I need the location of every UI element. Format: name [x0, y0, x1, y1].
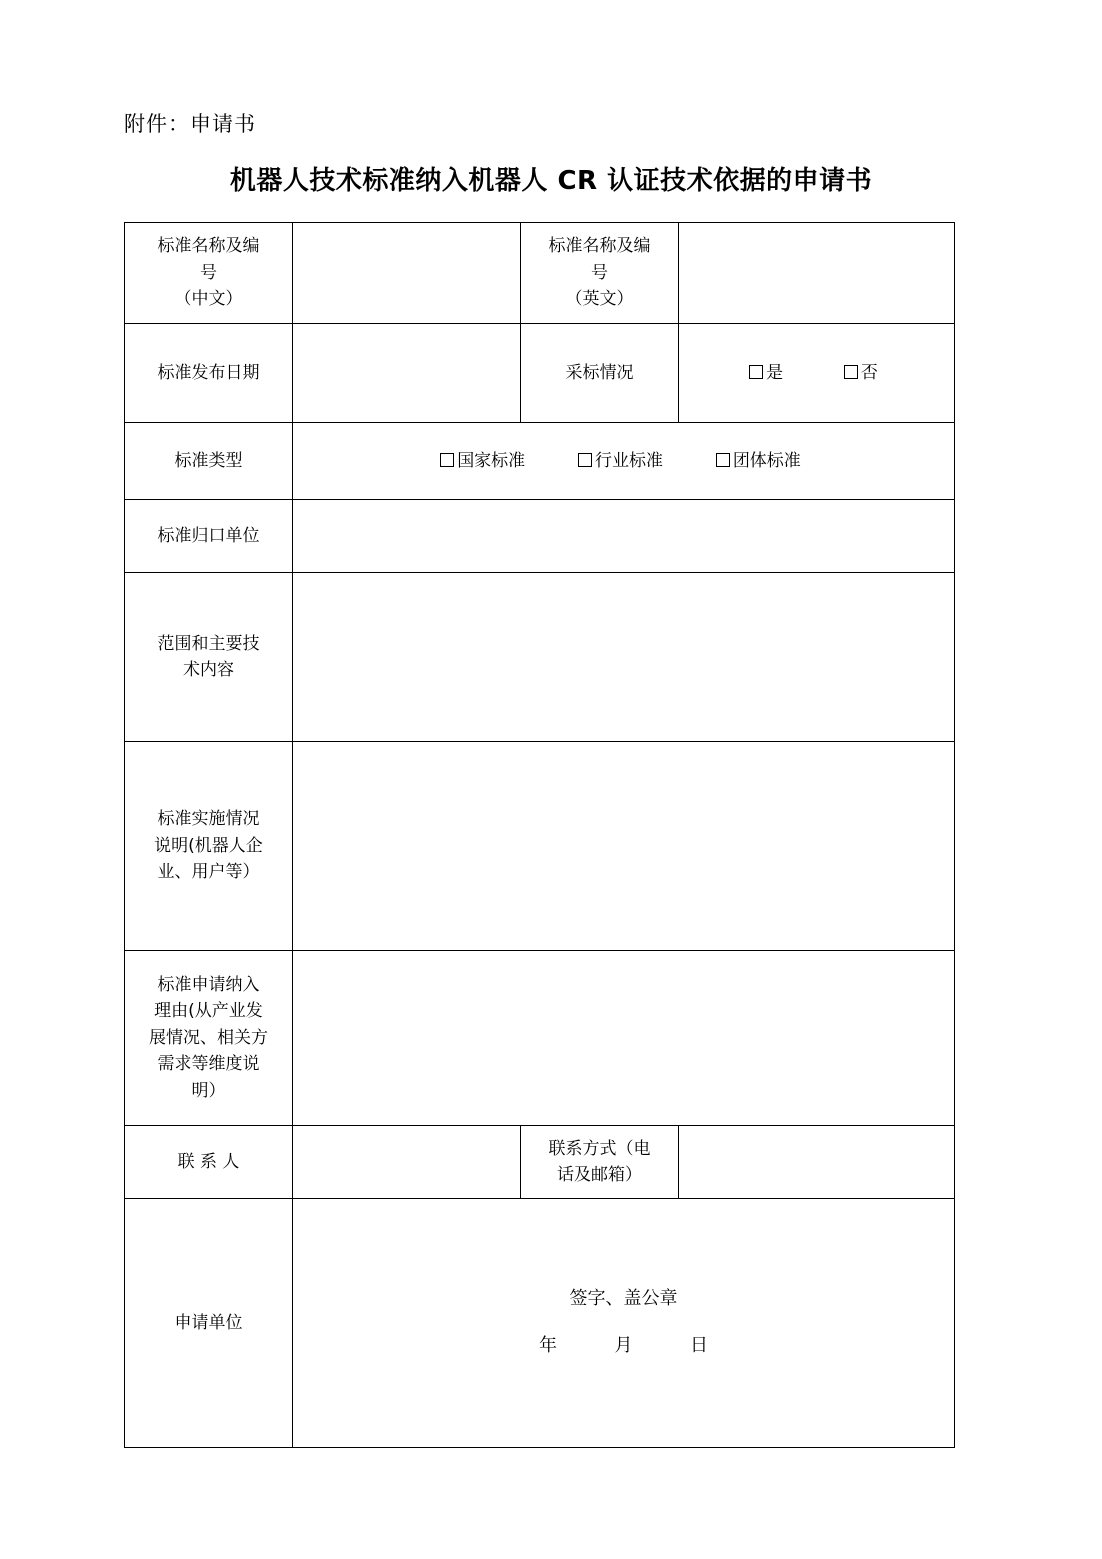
adoption-label: 采标情况	[521, 324, 679, 423]
table-row	[125, 324, 955, 423]
std-name-cn-label-line1: 标准名称及编	[157, 236, 260, 257]
checkbox-box-icon	[844, 365, 858, 379]
std-name-en-label-line1: 标准名称及编	[548, 236, 651, 257]
table-row	[125, 1126, 955, 1199]
contact-info-label	[521, 1126, 679, 1199]
reason-label-line1: 标准申请纳入	[157, 975, 260, 996]
std-name-en-label	[521, 223, 679, 324]
std-name-en-label-line3: （英文）	[565, 289, 634, 310]
std-type-national-label: 国家标准	[457, 450, 526, 471]
std-type-group-checkbox[interactable]	[716, 448, 801, 474]
signature-text: 签字、盖公章	[569, 1288, 678, 1310]
table-row	[125, 573, 955, 742]
std-type-national-checkbox[interactable]	[440, 448, 525, 474]
contact-info-label-line1: 联系方式（电	[548, 1138, 651, 1159]
std-name-cn-label-line2: 号	[200, 262, 217, 283]
implementation-label	[125, 742, 293, 951]
std-name-cn-input[interactable]	[293, 223, 521, 324]
scope-label	[125, 573, 293, 742]
std-type-group-label: 团体标准	[732, 450, 801, 471]
signature-block	[299, 1276, 948, 1370]
contact-label: 联 系 人	[125, 1126, 293, 1199]
adoption-no-label: 否	[860, 362, 878, 383]
std-type-industry-checkbox[interactable]	[578, 448, 663, 474]
reason-label-line4: 需求等维度说	[157, 1054, 260, 1075]
table-row	[125, 223, 955, 324]
date-month-label: 月	[614, 1335, 633, 1356]
attachment-label: 附件：申请书	[124, 112, 256, 136]
adoption-yes-checkbox[interactable]	[749, 360, 783, 386]
std-type-label: 标准类型	[125, 423, 293, 500]
adoption-options	[679, 324, 955, 423]
scope-label-line1: 范围和主要技	[157, 633, 260, 654]
scope-input[interactable]	[293, 573, 955, 742]
signature-area[interactable]	[293, 1199, 955, 1448]
checkbox-box-icon	[578, 453, 592, 467]
applicant-label: 申请单位	[125, 1199, 293, 1448]
implementation-label-line1: 标准实施情况	[157, 809, 260, 830]
implementation-label-line3: 业、用户等）	[157, 862, 260, 883]
std-type-options	[293, 423, 955, 500]
implementation-input[interactable]	[293, 742, 955, 951]
owner-unit-input[interactable]	[293, 500, 955, 573]
std-name-cn-label	[125, 223, 293, 324]
contact-info-label-line2: 话及邮箱）	[557, 1165, 642, 1185]
std-name-en-input[interactable]	[679, 223, 955, 324]
date-day-label: 日	[689, 1335, 708, 1356]
table-row	[125, 500, 955, 573]
signature-date	[299, 1323, 948, 1370]
table-row	[125, 1199, 955, 1448]
publish-date-input[interactable]	[293, 324, 521, 423]
checkbox-box-icon	[749, 365, 763, 379]
reason-label-line5: 明）	[191, 1080, 226, 1101]
contact-info-input[interactable]	[679, 1126, 955, 1199]
reason-label-line3: 展情况、相关方	[149, 1027, 268, 1048]
scope-label-line2: 术内容	[183, 660, 234, 680]
table-row	[125, 742, 955, 951]
owner-unit-label: 标准归口单位	[125, 500, 293, 573]
std-name-en-label-line2: 号	[591, 262, 608, 283]
page-title: 机器人技术标准纳入机器人 CR 认证技术依据的申请书	[229, 166, 873, 196]
reason-label	[125, 951, 293, 1126]
table-row	[125, 423, 955, 500]
contact-input[interactable]	[293, 1126, 521, 1199]
reason-input[interactable]	[293, 951, 955, 1126]
publish-date-label: 标准发布日期	[125, 324, 293, 423]
implementation-label-line2: 说明(机器人企	[154, 835, 263, 856]
reason-label-line2: 理由(从产业发	[154, 1001, 263, 1022]
date-year-label: 年	[539, 1335, 558, 1356]
checkbox-box-icon	[440, 453, 454, 467]
std-name-cn-label-line3: （中文）	[174, 289, 243, 310]
table-row	[125, 951, 955, 1126]
adoption-yes-label: 是	[766, 362, 784, 383]
std-type-industry-label: 行业标准	[595, 450, 663, 471]
adoption-no-checkbox[interactable]	[844, 360, 878, 386]
checkbox-box-icon	[716, 453, 730, 467]
application-form-table	[124, 222, 955, 1448]
